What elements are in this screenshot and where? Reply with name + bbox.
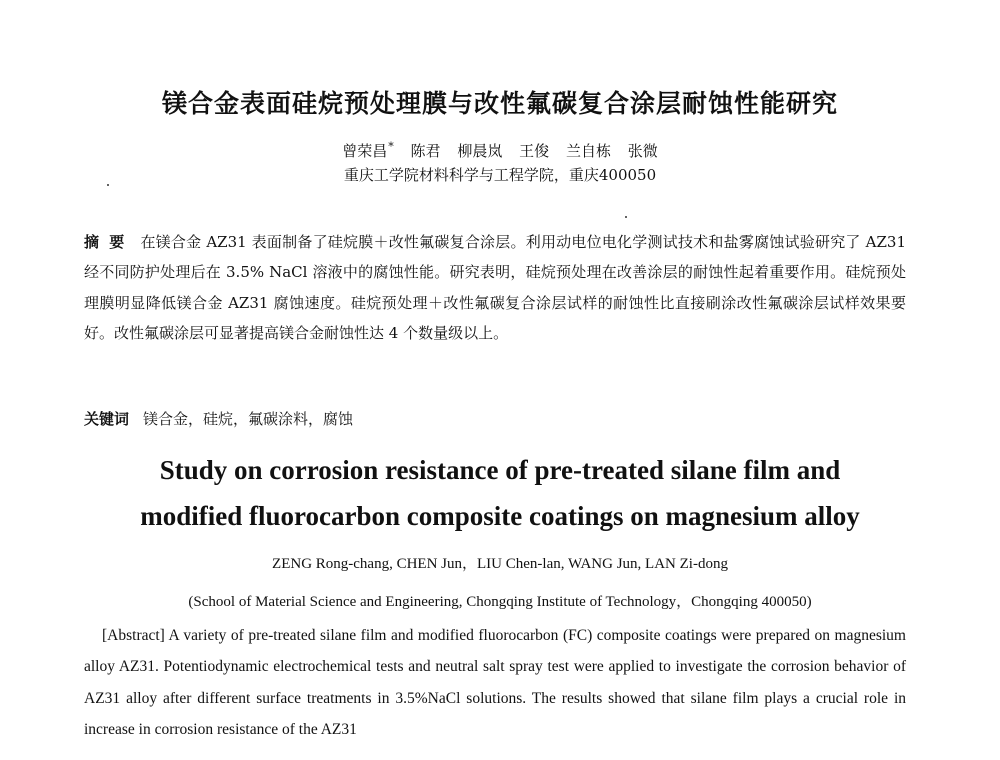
author-mark: * (388, 140, 394, 153)
author-name: 柳晨岚 (457, 142, 503, 160)
english-title (0, 447, 1000, 539)
chinese-title: 镁合金表面硅烷预处理膜与改性氟碳复合涂层耐蚀性能研究 (161, 89, 838, 118)
english-title-line-1: Study on corrosion resistance of pre-treated silane film and (159, 455, 841, 485)
english-authors: ZENG Rong-chang, CHEN Jun，LIU Chen-lan, WANG Jun, LAN Zi-dong (272, 556, 728, 572)
chinese-keywords-label: 关键词 (84, 410, 130, 428)
english-abstract-label: [Abstract] (102, 627, 165, 644)
author-name: 兰自栋 (565, 142, 611, 160)
chinese-abstract (84, 227, 906, 348)
author-name: 王俊 (519, 142, 550, 160)
chinese-keywords (84, 408, 906, 429)
author-name: 张微 (627, 142, 658, 160)
chinese-affiliation: 重庆工学院材料科学与工程学院，重庆400050 (343, 166, 657, 184)
english-abstract-text: A variety of pre-treated silane film and modified fluorocarbon (FC) composite coatings were prepared on magnesium alloy AZ31. Potentiodynamic electrochemical tests and neutral salt spray test were applied to investigate the corrosion behavior of AZ31 alloy after different surface treatments in 3.5%NaCl solutions. The results showed that silane film plays a crucial role in increase in corrosion resistance of the AZ31 (84, 627, 906, 738)
author-name: 曾荣昌 (342, 142, 388, 160)
chinese-author-list (342, 142, 658, 160)
english-abstract (84, 620, 906, 745)
chinese-keywords-text: 镁合金，硅烷，氟碳涂料，腐蚀 (143, 410, 354, 428)
chinese-authors (0, 140, 1000, 161)
english-title-line-2: modified fluorocarbon composite coatings on magnesium alloy (140, 501, 860, 531)
scan-speck (107, 184, 109, 186)
chinese-abstract-text: 在镁合金 AZ31 表面制备了硅烷膜＋改性氟碳复合涂层。利用动电位电化学测试技术和盐雾腐蚀试验研究了 AZ31 经不同防护处理后在 3.5% NaCl 溶液中的腐蚀性能。研究表明，硅烷预处理在改善涂层的耐蚀性起着重要作用。硅烷预处理膜明显降低镁合金 AZ31 腐蚀速度。硅烷预处理＋改性氟碳复合涂层试样的耐蚀性比直接刷涂改性氟碳涂层试样效果要好。改性氟碳涂层可显著提高镁合金耐蚀性达 4 个数量级以上。 (84, 233, 906, 342)
scan-speck (625, 216, 627, 218)
english-affiliation: (School of Material Science and Engineering, Chongqing Institute of Technology，Chongqing 400050) (188, 594, 812, 610)
chinese-abstract-label: 摘要 (84, 233, 135, 251)
author-name: 陈君 (410, 142, 441, 160)
